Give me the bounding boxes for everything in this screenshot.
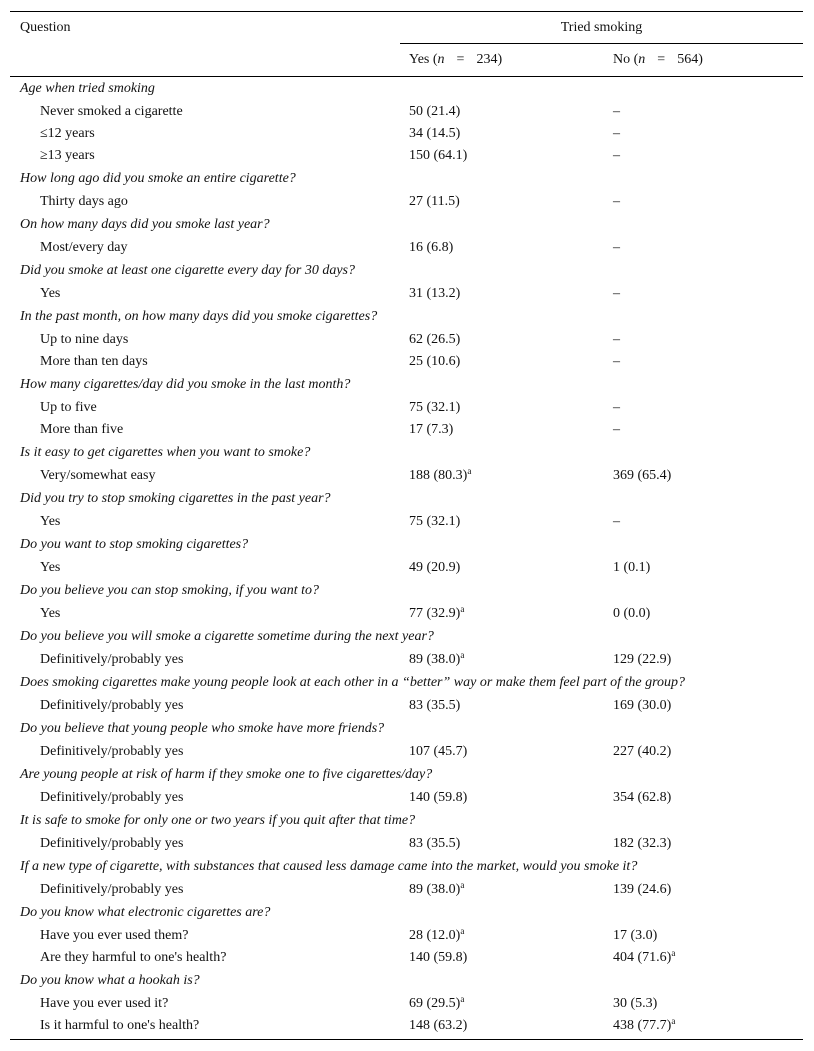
table-row xyxy=(10,695,803,717)
group-header-rule xyxy=(400,43,803,44)
yes-column-header xyxy=(409,52,502,68)
no-value-cell xyxy=(613,606,650,622)
yes-value-cell xyxy=(409,928,464,944)
no-value: 129 (22.9) xyxy=(613,652,672,667)
yes-value-cell xyxy=(409,286,460,302)
table-row xyxy=(10,511,803,533)
section-question: Did you smoke at least one cigarette every day for 30 days? xyxy=(20,263,356,278)
answer-label: Never smoked a cigarette xyxy=(40,104,183,119)
answer-label: Yes xyxy=(40,286,61,301)
section-header-row xyxy=(10,487,803,511)
no-value: 354 (62.8) xyxy=(613,790,672,805)
yes-value-cell xyxy=(409,1018,467,1034)
yes-value-cell xyxy=(409,882,464,898)
significance-footnote-mark: a xyxy=(671,948,676,958)
significance-footnote-mark: a xyxy=(460,880,465,890)
table-row xyxy=(10,351,803,373)
answer-label: Thirty days ago xyxy=(40,194,128,209)
no-value: – xyxy=(613,148,620,163)
no-value: – xyxy=(613,422,620,437)
yes-value-cell xyxy=(409,560,460,576)
section-question: Does smoking cigarettes make young people look at each other in a “better” way or make them feel part of the group? xyxy=(20,675,685,690)
yes-n-symbol: n xyxy=(437,52,445,67)
no-equals: = xyxy=(657,52,666,67)
answer-label: Definitively/probably yes xyxy=(40,698,184,713)
table-row xyxy=(10,101,803,123)
yes-value: 148 (63.2) xyxy=(409,1018,468,1033)
section-header-row xyxy=(10,717,803,741)
section-header-row xyxy=(10,901,803,925)
no-label: No ( xyxy=(613,52,639,67)
yes-value: 89 (38.0) xyxy=(409,882,461,897)
yes-value-cell xyxy=(409,148,467,164)
section-header-row xyxy=(10,533,803,557)
no-value-cell xyxy=(613,698,671,714)
yes-value-cell xyxy=(409,606,464,622)
significance-footnote-mark: a xyxy=(460,650,465,660)
yes-value-cell xyxy=(409,400,460,416)
no-value-cell xyxy=(613,194,620,210)
no-value-cell xyxy=(613,422,620,438)
table-row xyxy=(10,465,803,487)
significance-footnote-mark: a xyxy=(460,604,465,614)
yes-value-cell xyxy=(409,126,460,142)
section-question: Do you know what a hookah is? xyxy=(20,973,200,988)
no-value-cell xyxy=(613,928,657,944)
no-value: 139 (24.6) xyxy=(613,882,672,897)
yes-value-cell xyxy=(409,354,460,370)
yes-equals: = xyxy=(456,52,465,67)
yes-value-cell xyxy=(409,950,467,966)
section-header-row xyxy=(10,213,803,237)
answer-label: Yes xyxy=(40,606,61,621)
table-row xyxy=(10,123,803,145)
no-value: – xyxy=(613,286,620,301)
no-value-cell xyxy=(613,882,671,898)
no-value: 30 (5.3) xyxy=(613,996,658,1011)
yes-value: 150 (64.1) xyxy=(409,148,468,163)
answer-label: Up to nine days xyxy=(40,332,129,347)
yes-value: 89 (38.0) xyxy=(409,652,461,667)
table-row xyxy=(10,283,803,305)
no-value: 169 (30.0) xyxy=(613,698,672,713)
section-header-row xyxy=(10,671,803,695)
answer-label: More than ten days xyxy=(40,354,148,369)
table-row xyxy=(10,787,803,809)
no-value-cell xyxy=(613,560,650,576)
yes-value-cell xyxy=(409,104,460,120)
answer-label: More than five xyxy=(40,422,124,437)
no-value: – xyxy=(613,240,620,255)
section-header-row xyxy=(10,855,803,879)
yes-value-cell xyxy=(409,652,464,668)
table-row xyxy=(10,993,803,1015)
yes-value: 83 (35.5) xyxy=(409,836,461,851)
yes-label: Yes ( xyxy=(409,52,438,67)
significance-footnote-mark: a xyxy=(460,926,465,936)
answer-label: Very/somewhat easy xyxy=(40,468,156,483)
section-question: Did you try to stop smoking cigarettes in the past year? xyxy=(20,491,331,506)
no-value-cell xyxy=(613,400,620,416)
section-question: On how many days did you smoke last year? xyxy=(20,217,270,232)
no-value: 17 (3.0) xyxy=(613,928,658,943)
yes-value-cell xyxy=(409,240,453,256)
table-row xyxy=(10,191,803,213)
answer-label: Definitively/probably yes xyxy=(40,744,184,759)
answer-label: Definitively/probably yes xyxy=(40,882,184,897)
table-header xyxy=(10,12,803,77)
table-row xyxy=(10,879,803,901)
section-header-row xyxy=(10,167,803,191)
no-value-cell xyxy=(613,950,675,966)
yes-value: 49 (20.9) xyxy=(409,560,461,575)
yes-value: 140 (59.8) xyxy=(409,790,468,805)
no-value: – xyxy=(613,400,620,415)
no-value-cell xyxy=(613,836,671,852)
no-column-header xyxy=(613,52,703,68)
no-value-cell xyxy=(613,468,671,484)
section-question: It is safe to smoke for only one or two years if you quit after that time? xyxy=(20,813,416,828)
table-row xyxy=(10,947,803,969)
significance-footnote-mark: a xyxy=(671,1016,676,1026)
section-header-row xyxy=(10,763,803,787)
section-header-row xyxy=(10,809,803,833)
no-value-cell xyxy=(613,514,620,530)
answer-label: ≤12 years xyxy=(40,126,95,141)
section-question: In the past month, on how many days did you smoke cigarettes? xyxy=(20,309,378,324)
yes-value: 17 (7.3) xyxy=(409,422,454,437)
yes-value: 75 (32.1) xyxy=(409,400,461,415)
smoking-survey-table xyxy=(10,11,803,1037)
table-row xyxy=(10,649,803,671)
table-row xyxy=(10,557,803,579)
significance-footnote-mark: a xyxy=(460,994,465,1004)
yes-value-cell xyxy=(409,332,460,348)
no-value: 404 (71.6) xyxy=(613,950,672,965)
no-value-cell xyxy=(613,240,620,256)
yes-value: 107 (45.7) xyxy=(409,744,468,759)
yes-value-cell xyxy=(409,996,464,1012)
answer-label: Have you ever used it? xyxy=(40,996,169,1011)
table-row xyxy=(10,237,803,259)
table-row xyxy=(10,833,803,855)
table-row xyxy=(10,419,803,441)
no-value-cell xyxy=(613,996,657,1012)
section-question: Are young people at risk of harm if they smoke one to five cigarettes/day? xyxy=(20,767,433,782)
no-value: – xyxy=(613,104,620,119)
yes-value: 31 (13.2) xyxy=(409,286,461,301)
yes-value-cell xyxy=(409,194,460,210)
table-row xyxy=(10,925,803,947)
yes-value: 140 (59.8) xyxy=(409,950,468,965)
yes-value: 69 (29.5) xyxy=(409,996,461,1011)
yes-value-cell xyxy=(409,422,453,438)
section-question: Do you believe that young people who smoke have more friends? xyxy=(20,721,385,736)
section-question: Do you believe you can stop smoking, if you want to? xyxy=(20,583,319,598)
section-question: If a new type of cigarette, with substances that caused less damage came into the market, would you smoke it? xyxy=(20,859,638,874)
no-value-cell xyxy=(613,1018,675,1034)
tried-smoking-group-header: Tried smoking xyxy=(560,20,643,35)
no-value: 227 (40.2) xyxy=(613,744,672,759)
no-value-cell xyxy=(613,104,620,120)
no-value-cell xyxy=(613,354,620,370)
table-row xyxy=(10,397,803,419)
no-value-cell xyxy=(613,148,620,164)
table-row xyxy=(10,741,803,763)
answer-label: Are they harmful to one's health? xyxy=(40,950,227,965)
no-value: – xyxy=(613,354,620,369)
no-n-value: 564) xyxy=(677,52,703,67)
no-value: 0 (0.0) xyxy=(613,606,651,621)
yes-value-cell xyxy=(409,514,460,530)
answer-label: Definitively/probably yes xyxy=(40,836,184,851)
yes-value-cell xyxy=(409,698,460,714)
section-header-row xyxy=(10,305,803,329)
yes-value: 188 (80.3) xyxy=(409,468,468,483)
table-row xyxy=(10,1015,803,1037)
no-n-symbol: n xyxy=(638,52,646,67)
no-value: 369 (65.4) xyxy=(613,468,672,483)
table-row xyxy=(10,145,803,167)
yes-value: 62 (26.5) xyxy=(409,332,461,347)
yes-value: 34 (14.5) xyxy=(409,126,461,141)
yes-value-cell xyxy=(409,744,467,760)
yes-value-cell xyxy=(409,790,467,806)
table-row xyxy=(10,603,803,625)
section-question: Do you believe you will smoke a cigarette sometime during the next year? xyxy=(20,629,434,644)
no-value: – xyxy=(613,126,620,141)
answer-label: Is it harmful to one's health? xyxy=(40,1018,200,1033)
no-value-cell xyxy=(613,126,620,142)
no-value: – xyxy=(613,332,620,347)
table-row xyxy=(10,329,803,351)
question-column-header: Question xyxy=(20,20,71,35)
section-question: Is it easy to get cigarettes when you want to smoke? xyxy=(20,445,311,460)
yes-value: 50 (21.4) xyxy=(409,104,461,119)
section-header-row xyxy=(10,441,803,465)
no-value: – xyxy=(613,514,620,529)
yes-value: 77 (32.9) xyxy=(409,606,461,621)
section-header-row xyxy=(10,625,803,649)
section-header-row xyxy=(10,969,803,993)
section-header-row xyxy=(10,373,803,397)
yes-n-value: 234) xyxy=(476,52,503,67)
no-value: 1 (0.1) xyxy=(613,560,651,575)
answer-label: Up to five xyxy=(40,400,97,415)
yes-value-cell xyxy=(409,468,471,484)
section-question: Do you want to stop smoking cigarettes? xyxy=(20,537,249,552)
section-question: How long ago did you smoke an entire cigarette? xyxy=(20,171,296,186)
answer-label: Yes xyxy=(40,560,61,575)
yes-value: 83 (35.5) xyxy=(409,698,461,713)
yes-value: 28 (12.0) xyxy=(409,928,461,943)
no-value-cell xyxy=(613,286,620,302)
section-question: Do you know what electronic cigarettes are? xyxy=(20,905,271,920)
section-question: Age when tried smoking xyxy=(20,81,155,96)
answer-label: Have you ever used them? xyxy=(40,928,189,943)
yes-value-cell xyxy=(409,836,460,852)
answer-label: Definitively/probably yes xyxy=(40,652,184,667)
no-value-cell xyxy=(613,790,671,806)
table-body xyxy=(10,77,803,1037)
answer-label: Yes xyxy=(40,514,61,529)
section-header-row xyxy=(10,259,803,283)
answer-label: Most/every day xyxy=(40,240,128,255)
yes-value: 25 (10.6) xyxy=(409,354,461,369)
answer-label: ≥13 years xyxy=(40,148,95,163)
answer-label: Definitively/probably yes xyxy=(40,790,184,805)
section-header-row xyxy=(10,579,803,603)
yes-value: 75 (32.1) xyxy=(409,514,461,529)
no-value: – xyxy=(613,194,620,209)
significance-footnote-mark: a xyxy=(467,466,472,476)
section-question: How many cigarettes/day did you smoke in the last month? xyxy=(20,377,351,392)
section-header-row xyxy=(10,77,803,101)
yes-value: 27 (11.5) xyxy=(409,194,460,209)
no-value-cell xyxy=(613,332,620,348)
no-value-cell xyxy=(613,744,671,760)
no-value: 438 (77.7) xyxy=(613,1018,672,1033)
no-value: 182 (32.3) xyxy=(613,836,672,851)
no-value-cell xyxy=(613,652,671,668)
yes-value: 16 (6.8) xyxy=(409,240,454,255)
